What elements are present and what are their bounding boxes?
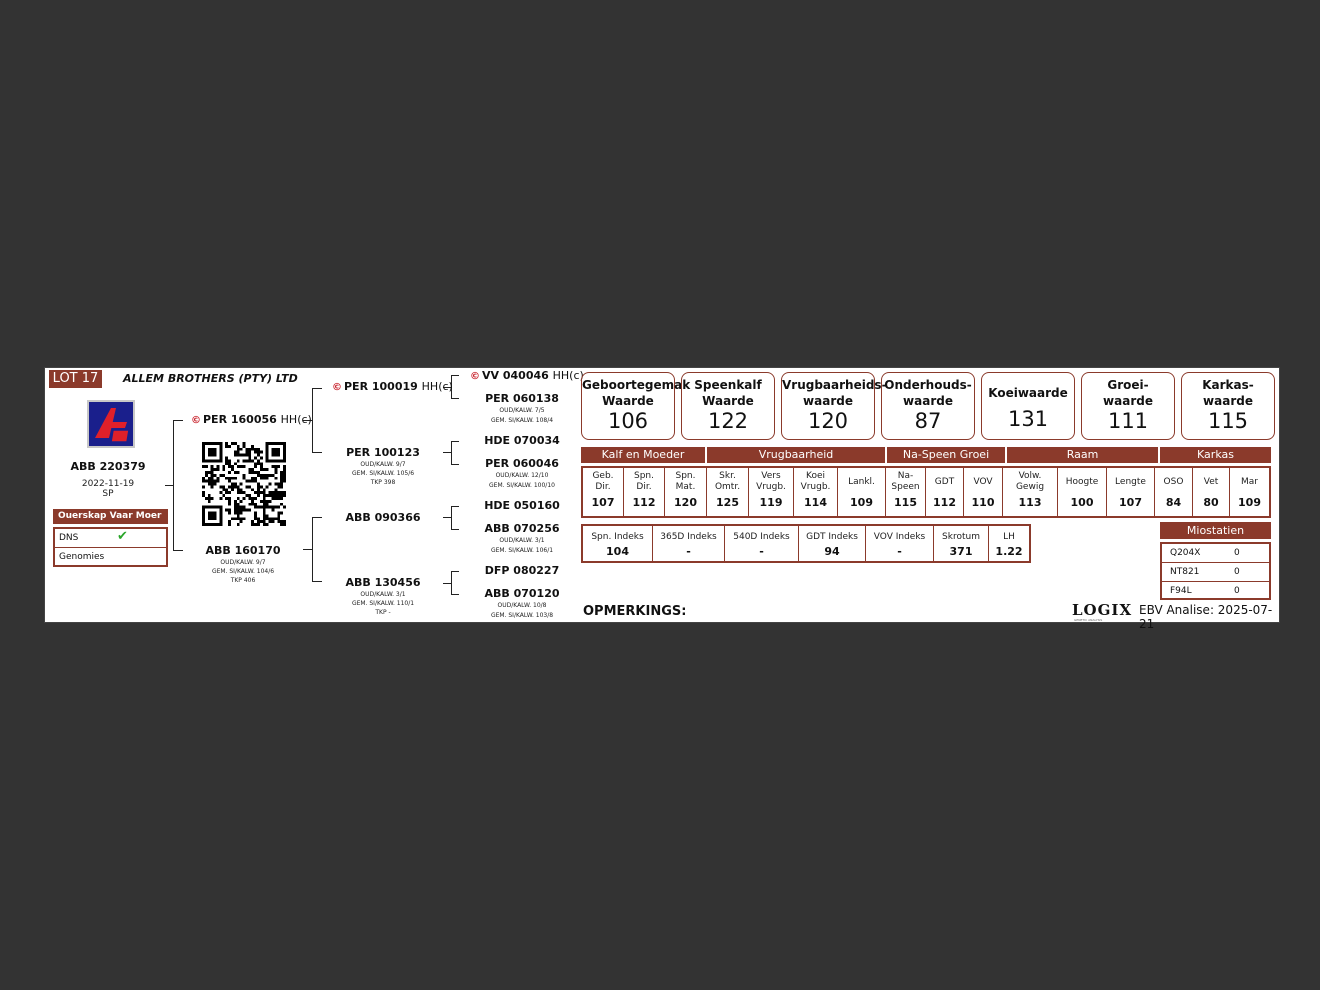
- ggp-5-id: HDE 050160: [484, 499, 560, 512]
- ebv-cell: Na- Speen 115: [886, 468, 926, 516]
- dam-dam-weaning: GEM. SI/KALW. 110/1: [351, 600, 415, 607]
- ebv-value: 120: [674, 496, 697, 509]
- section-raam: Raam: [1007, 447, 1158, 463]
- dam-weaning: GEM. SI/KALW. 104/6: [211, 568, 275, 575]
- ggp-6-age: OUD/KALW. 3/1: [499, 537, 545, 544]
- value-title: Vrugbaarheids-: [782, 378, 887, 392]
- value-number: 122: [707, 409, 749, 433]
- ebv-value: 80: [1203, 496, 1219, 509]
- ggp-1-suffix: HH(c): [552, 369, 584, 382]
- ebv-cell: Hoogte 100: [1058, 468, 1107, 516]
- index-value: 371: [949, 545, 973, 558]
- ggp-4-weaning: GEM. SI/KALW. 100/10: [489, 482, 555, 489]
- ebv-value: 113: [1018, 496, 1042, 509]
- ebv-value: 100: [1070, 496, 1094, 509]
- ggp-1: [470, 369, 584, 382]
- ownership-header: Ouerskap Vaar Moer: [53, 509, 168, 524]
- sire-id: PER 160056: [203, 413, 277, 426]
- index-value: -: [686, 545, 691, 558]
- ggp-4-id: PER 060046: [485, 457, 559, 470]
- value-subtitle: waarde: [903, 394, 953, 408]
- value-title: Karkas-: [1202, 378, 1254, 392]
- check-icon: ✔: [117, 529, 128, 544]
- ebv-table: [581, 466, 1271, 518]
- ggp-8-id: ABB 070120: [484, 587, 560, 600]
- ebv-value: 107: [1119, 496, 1142, 509]
- miostatien-row: Q204X 0: [1170, 548, 1240, 558]
- sire: [191, 413, 312, 426]
- miostatien-header: Miostatien: [1160, 522, 1271, 539]
- miostatien-table: [1160, 542, 1271, 600]
- section-karkas: Karkas: [1160, 447, 1271, 463]
- sire-sire: [332, 380, 453, 393]
- breeder-name: ALLEM BROTHERS (PTY) LTD: [123, 372, 298, 385]
- ggp-2-age: OUD/KALW. 7/5: [499, 407, 545, 414]
- analysis-date: EBV Analise: 2025-07-21: [1139, 603, 1273, 631]
- value-box-speenkalf: [681, 372, 775, 440]
- value-box-vrugbaarheid: [781, 372, 887, 440]
- index-value: 104: [606, 545, 629, 558]
- animal-dob: 2022-11-19: [81, 479, 135, 489]
- dam-dam-id: ABB 130456: [345, 576, 421, 589]
- value-title: Koeiwaarde: [988, 386, 1068, 400]
- value-subtitle: waarde: [803, 394, 853, 408]
- qr-code[interactable]: [202, 442, 286, 526]
- logix-logo: LOGIX: [1072, 601, 1133, 619]
- ebv-value: 112: [933, 496, 956, 509]
- ggp-4-age: OUD/KALW. 12/10: [495, 472, 549, 479]
- ebv-cell: Vers Vrugb. 119: [749, 468, 794, 516]
- ownership-row-genomies: [55, 547, 166, 566]
- index-value: -: [759, 545, 764, 558]
- sire-suffix: HH(c): [280, 413, 312, 426]
- hh-marker-icon: ©: [332, 382, 342, 393]
- sire-sire-suffix: HH(c): [421, 380, 453, 393]
- ebv-value: 125: [716, 496, 739, 509]
- ggp-8-weaning: GEM. SI/KALW. 103/8: [490, 612, 554, 619]
- breeder-logo: [87, 400, 135, 448]
- index-cell: GDT Indeks 94: [799, 526, 866, 561]
- ownership-label: Genomies: [59, 552, 105, 562]
- dam-age: OUD/KALW. 9/7: [220, 559, 266, 566]
- value-box-karkas: [1181, 372, 1275, 440]
- ebv-cell: Spn. Dir. 112: [624, 468, 665, 516]
- dam-dam-age: OUD/KALW. 3/1: [360, 591, 406, 598]
- value-title: Geboortegemak: [582, 378, 691, 392]
- index-table: [581, 524, 1031, 563]
- ggp-3-id: HDE 070034: [484, 434, 560, 447]
- ggp-6-id: ABB 070256: [484, 522, 560, 535]
- hh-marker-icon: ©: [191, 415, 201, 426]
- value-title: Speenkalf: [694, 378, 762, 392]
- value-number: 87: [914, 409, 942, 433]
- ebv-cell: Volw. Gewig 113: [1003, 468, 1058, 516]
- value-subtitle: Waarde: [602, 394, 654, 408]
- dam-dam-tkp: TKP -: [375, 609, 391, 616]
- index-value: 1.22: [995, 545, 1023, 558]
- value-number: 111: [1107, 409, 1149, 433]
- ebv-value: 107: [591, 496, 615, 509]
- dam-sire-id: ABB 090366: [345, 511, 421, 524]
- ggp-7-id: DFP 080227: [484, 564, 560, 577]
- ownership-row-dns: [55, 529, 166, 547]
- ebv-cell: Skr. Omtr. 125: [707, 468, 749, 516]
- value-subtitle: waarde: [1103, 394, 1153, 408]
- ebv-value: 109: [850, 496, 873, 509]
- ebv-value: 115: [894, 496, 917, 509]
- ebv-cell: Koei Vrugb. 114: [794, 468, 838, 516]
- index-cell: LH 1.22: [989, 526, 1029, 561]
- value-number: 131: [1007, 407, 1049, 431]
- value-title: Onderhouds-: [884, 378, 972, 392]
- index-cell: Spn. Indeks 104: [583, 526, 653, 561]
- ebv-cell: Mar 109: [1230, 468, 1269, 516]
- logix-tagline: GENETIC ANALYSIS: [1074, 618, 1103, 622]
- ebv-value: 84: [1165, 496, 1182, 509]
- ggp-6-weaning: GEM. SI/KALW. 106/1: [490, 547, 554, 554]
- index-cell: 365D Indeks -: [653, 526, 725, 561]
- value-subtitle: Waarde: [702, 394, 754, 408]
- ggp-2-weaning: GEM. SI/KALW. 108/4: [490, 417, 554, 424]
- ebv-value: 119: [759, 496, 783, 509]
- lot-card: [44, 367, 1280, 631]
- ebv-cell: GDT 112: [926, 468, 964, 516]
- ebv-cell: Geb. Dir. 107: [583, 468, 624, 516]
- sire-dam-tkp: TKP 398: [370, 479, 396, 486]
- ebv-cell: OSO 84: [1155, 468, 1193, 516]
- index-cell: 540D Indeks -: [725, 526, 799, 561]
- value-subtitle: waarde: [1203, 394, 1253, 408]
- section-kalf-en-moeder: Kalf en Moeder: [581, 447, 705, 463]
- index-value: -: [897, 545, 902, 558]
- ggp-1-id: VV 040046: [482, 369, 549, 382]
- index-cell: Skrotum 371: [934, 526, 989, 561]
- dam-tkp: TKP 406: [230, 577, 256, 584]
- ebv-cell: VOV 110: [964, 468, 1003, 516]
- ebv-cell: Vet 80: [1193, 468, 1230, 516]
- sire-dam-id: PER 100123: [346, 446, 420, 459]
- ggp-2-id: PER 060138: [485, 392, 559, 405]
- value-number: 120: [807, 409, 849, 433]
- index-value: 94: [824, 545, 840, 558]
- lot-badge: LOT 17: [49, 370, 102, 388]
- section-vrugbaarheid: Vrugbaarheid: [707, 447, 885, 463]
- value-number: 115: [1207, 409, 1249, 433]
- index-cell: VOV Indeks -: [866, 526, 934, 561]
- value-box-groei: [1081, 372, 1175, 440]
- sire-dam-age: OUD/KALW. 9/7: [360, 461, 406, 468]
- hh-marker-icon: ©: [470, 371, 480, 382]
- miostatien-row: NT821 0: [1162, 562, 1269, 581]
- ebv-cell: Lengte 107: [1107, 468, 1155, 516]
- ownership-label: DNS: [59, 533, 79, 543]
- animal-id: ABB 220379: [70, 460, 146, 473]
- value-box-onderhouds: [881, 372, 975, 440]
- ggp-8-age: OUD/KALW. 10/8: [497, 602, 547, 609]
- sire-dam-weaning: GEM. SI/KALW. 105/6: [351, 470, 415, 477]
- ownership-table: [53, 527, 168, 567]
- ebv-cell: Spn. Mat. 120: [665, 468, 707, 516]
- value-number: 106: [607, 409, 649, 433]
- value-title: Groei-: [1107, 378, 1149, 392]
- miostatien-row: F94L 0: [1162, 581, 1269, 600]
- section-na-speen-groei: Na-Speen Groei: [887, 447, 1005, 463]
- animal-code: SP: [102, 489, 114, 499]
- ebv-value: 110: [971, 496, 995, 509]
- ebv-value: 109: [1238, 496, 1261, 509]
- sire-sire-id: PER 100019: [344, 380, 418, 393]
- ebv-value: 114: [804, 496, 827, 509]
- ebv-value: 112: [632, 496, 656, 509]
- remarks-label: OPMERKINGS:: [583, 604, 687, 619]
- value-box-koeiwaarde: [981, 372, 1075, 440]
- ebv-cell: Lankl. 109: [838, 468, 886, 516]
- dam-id: ABB 160170: [205, 544, 281, 557]
- value-box-geboortegemak: [581, 372, 691, 440]
